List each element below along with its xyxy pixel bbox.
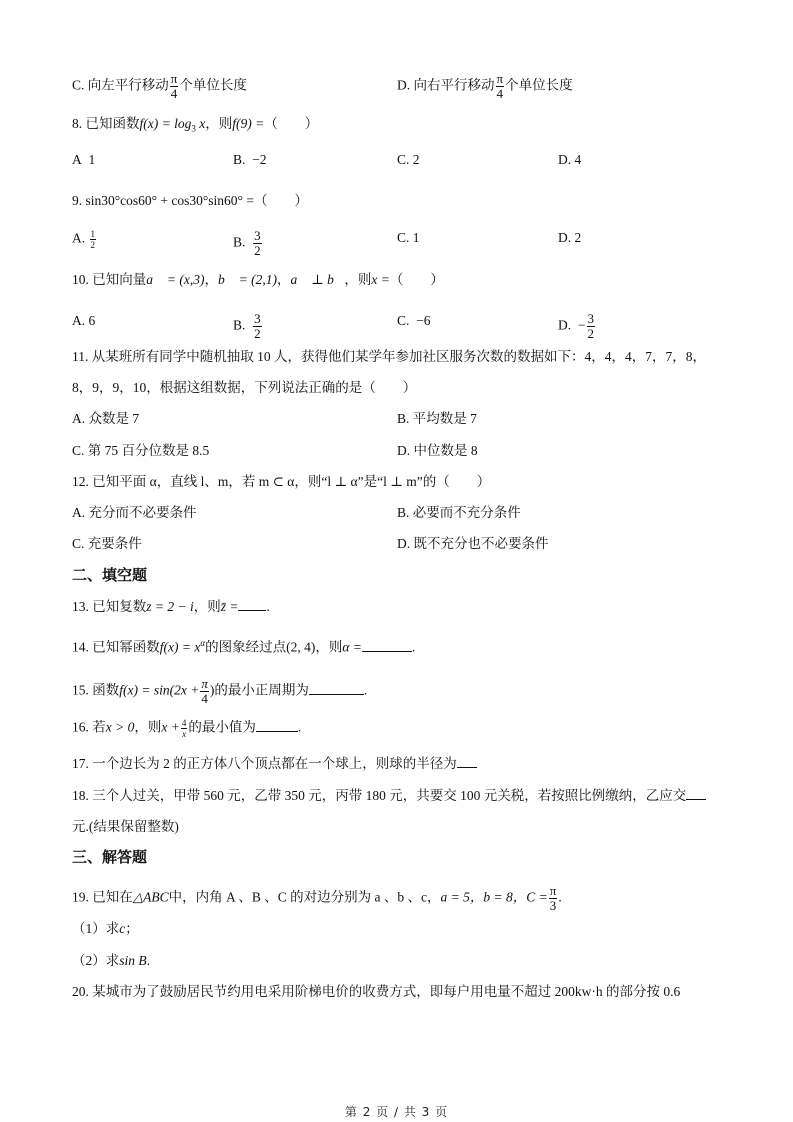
option-label: B. (233, 317, 246, 333)
page-footer: 第 2 页 / 共 3 页 (344, 1105, 449, 1119)
denominator: x (182, 729, 187, 739)
section-title-fill-in: 二、填空题 (72, 566, 148, 584)
option-value: −6 (416, 313, 431, 328)
denominator: 2 (90, 240, 95, 250)
answer-paren: （ ） (389, 272, 444, 287)
question-text: 的最小正周期为 (214, 682, 309, 698)
numerator: 4 (181, 718, 187, 728)
option-label: A (72, 152, 82, 167)
option-text: 个单位长度 (179, 77, 247, 93)
q11-option-c (72, 442, 209, 460)
numerator: 3 (254, 311, 261, 326)
question-number: 9. (72, 193, 83, 208)
option-value: 2 (574, 230, 582, 245)
option-label: C. (397, 152, 410, 167)
q10-option-b (233, 312, 263, 341)
question-number: 18. (72, 788, 89, 803)
denominator: 2 (587, 326, 594, 341)
option-text: 向左平行移动 (87, 77, 169, 93)
question-text: ，则 (205, 116, 233, 131)
question-number: 20. (72, 984, 89, 999)
option-label: D. (558, 230, 572, 245)
question-text: 中，内角 A 、B 、C 的对边分别为 a 、b 、c， (168, 889, 441, 905)
q8-option-d (558, 151, 581, 169)
q11-option-b (397, 410, 477, 428)
fraction (549, 884, 558, 913)
option-text: 充要条件 (87, 536, 142, 551)
answer-blank[interactable] (457, 755, 477, 768)
q12-option-d (397, 535, 549, 553)
option-label: C. (72, 77, 85, 93)
question-14 (72, 634, 415, 657)
option-text: 既不充分也不必要条件 (413, 536, 549, 551)
question-text: 的最小值为 (188, 719, 256, 735)
question-number: 12. (72, 474, 89, 489)
q9-option-a (72, 229, 97, 250)
denominator: 3 (549, 898, 557, 913)
question-text: ，则 (193, 599, 221, 614)
numerator: π (201, 676, 208, 691)
q7-option-c (72, 72, 247, 101)
question-number: 8. (72, 116, 83, 131)
fraction (253, 229, 262, 258)
numerator: π (170, 71, 178, 86)
fraction (170, 72, 179, 101)
question-number: 16. (72, 719, 89, 735)
question-text: 的图象经过点 (205, 639, 287, 655)
question-number: 17. (72, 756, 89, 771)
option-text: 第 75 百分位数是 8.5 (87, 443, 210, 458)
answer-blank[interactable] (256, 719, 298, 732)
option-label: A. (72, 411, 86, 426)
answer-paren: （ ） (264, 116, 319, 131)
fraction (496, 72, 505, 101)
fraction (200, 677, 209, 706)
numerator: π (549, 883, 557, 898)
question-text: ，则 (315, 639, 343, 655)
option-value: 2 (412, 152, 420, 167)
q9-option-d (558, 229, 581, 247)
option-label: C. (397, 230, 410, 245)
q9-option-b (233, 229, 263, 258)
math-expr: a⃗ = (x,3) (146, 272, 205, 287)
fraction (181, 718, 188, 739)
punct: . (411, 639, 416, 655)
q7-option-d (397, 72, 573, 101)
option-value: 1 (412, 230, 420, 245)
math-expr: △ABC (132, 889, 169, 905)
numerator: π (496, 71, 504, 86)
question-16 (72, 718, 301, 739)
question-text: 三个人过关，甲带 560 元，乙带 350 元，丙带 180 元，共要交 100 元关税，若按照比例缴纳，乙应交 (92, 788, 687, 803)
question-text: 已知幂函数 (92, 639, 160, 655)
denominator: 2 (254, 326, 261, 341)
math-expr: f(x) = log (139, 116, 192, 131)
option-text: 充分而不必要条件 (88, 505, 197, 520)
question-text: ，则 (134, 719, 162, 735)
option-label: C. (72, 443, 85, 458)
q8-option-a (72, 151, 95, 169)
q11-option-d (397, 442, 478, 460)
numerator: 1 (90, 229, 95, 239)
question-19 (72, 884, 562, 913)
question-text: 函数 (92, 682, 120, 698)
question-12 (72, 473, 490, 491)
question-text: 已知复数 (92, 599, 147, 614)
option-text: 众数是 7 (88, 411, 140, 426)
math-expr: sin30°cos60° + cos30°sin60° = (85, 193, 254, 208)
question-number: 19. (72, 889, 89, 905)
question-8 (72, 115, 318, 138)
option-sign: − (577, 317, 586, 333)
q10-option-a (72, 312, 95, 330)
math-expr: (2, 4) (286, 639, 316, 655)
math-expr: c (119, 921, 126, 936)
question-9 (72, 192, 308, 210)
option-text: 中位数是 8 (413, 443, 478, 458)
punct: . (558, 889, 562, 905)
question-10: 10. 已知向量a⃗ = (x,3)，b⃗ = (2,1)，a⃗ ⊥ b⃗，则x =（ ） (72, 272, 444, 287)
math-expr: f(x) = sin(2x + (119, 682, 200, 698)
punct: . (363, 682, 368, 698)
punct: . (146, 953, 151, 968)
part-label: （2） (72, 953, 106, 968)
question-text: 求 (105, 953, 120, 968)
question-18-line2 (72, 818, 179, 836)
question-text: 某城市为了鼓励居民节约用电采用阶梯电价的收费方式，即每户用电量不超过 200kw·h 的部分按 0.6 (92, 984, 681, 999)
q8-option-c (397, 151, 420, 169)
question-text: 若 (92, 719, 106, 735)
fraction (90, 229, 97, 250)
option-value: 1 (88, 152, 96, 167)
math-expr: ) (209, 682, 215, 698)
math-expr: x (195, 116, 206, 131)
math-expr: b⃗ = (2,1) (217, 272, 277, 287)
question-number: 10. (72, 272, 89, 287)
answer-blank[interactable] (362, 639, 412, 652)
punct: . (297, 719, 302, 735)
question-13 (72, 598, 270, 616)
option-text: 向右平行移动 (413, 77, 495, 93)
question-text: 元.(结果保留整数) (72, 819, 179, 834)
option-label: D. (397, 443, 411, 458)
question-text: 8，9，9，10，根据这组数据，下列说法正确的是（ ） (72, 380, 417, 395)
question-text: 已知平面 α，直线 l、m，若 m ⊂ α，则“l ⊥ α”是“l ⊥ m”的（ ） (92, 474, 491, 489)
denominator: 4 (496, 86, 504, 101)
denominator: 4 (170, 86, 178, 101)
math-expr: a = 5，b = 8， (440, 889, 527, 905)
q10-option-c (397, 312, 431, 330)
numerator: 3 (254, 228, 261, 243)
q19-part-2 (72, 952, 150, 970)
question-11-line2 (72, 379, 416, 397)
question-number: 15. (72, 682, 89, 698)
denominator: 2 (254, 243, 261, 258)
question-18-line1 (72, 787, 706, 805)
math-expr: z = 2 − i (146, 599, 194, 614)
fraction (587, 312, 596, 341)
q19-part-1 (72, 920, 139, 938)
option-label: B. (233, 152, 246, 167)
q12-option-a (72, 504, 197, 522)
option-text: 个单位长度 (505, 77, 573, 93)
part-label: （1） (72, 921, 106, 936)
option-text: 必要而不充分条件 (412, 505, 521, 520)
option-label: B. (397, 411, 410, 426)
question-text: 求 (105, 921, 120, 936)
answer-blank[interactable] (238, 598, 266, 611)
q8-option-b (233, 151, 267, 169)
option-label: A. (72, 313, 86, 328)
question-text: 从某班所有同学中随机抽取 10 人，获得他们某学年参加社区服务次数的数据如下：4，4，4，7，7，8， (91, 349, 706, 364)
math-expr: α = (342, 639, 362, 655)
math-expr: x > 0 (105, 719, 135, 735)
option-value: 6 (88, 313, 96, 328)
option-label: D. (558, 317, 572, 333)
math-expr: x = (371, 272, 390, 287)
answer-blank[interactable] (309, 682, 364, 695)
fraction (253, 312, 262, 341)
q12-option-c (72, 535, 142, 553)
option-label: D. (397, 77, 411, 93)
math-expr: f(x) = x (159, 639, 201, 655)
punct: . (266, 599, 270, 614)
math-expr: a⃗ ⊥ b⃗ (290, 272, 345, 287)
superscript: α (200, 638, 206, 648)
denominator: 4 (201, 691, 208, 706)
question-20 (72, 983, 680, 1001)
option-label: A. (72, 505, 86, 520)
q12-option-b (397, 504, 521, 522)
question-text: 已知在 (92, 889, 133, 905)
option-label: B. (397, 505, 410, 520)
math-expr: f(9) = (232, 116, 265, 131)
option-label: C. (72, 536, 85, 551)
question-text: 已知向量 (92, 272, 147, 287)
question-number: 11. (72, 349, 89, 364)
question-number: 14. (72, 639, 89, 655)
question-text: 一个边长为 2 的正方体八个顶点都在一个球上，则球的半径为 (92, 756, 457, 771)
option-label: D. (558, 152, 572, 167)
answer-paren: （ ） (253, 193, 308, 208)
question-17 (72, 755, 477, 773)
option-label: D. (397, 536, 411, 551)
question-11-line1 (72, 348, 706, 366)
option-label: C. (397, 313, 410, 328)
punct: ； (125, 921, 139, 936)
math-expr: C = (526, 889, 548, 905)
option-value: −2 (252, 152, 267, 167)
math-expr: z̄ = (220, 599, 239, 614)
answer-blank[interactable] (686, 787, 706, 800)
q11-option-a (72, 410, 139, 428)
option-label: A. (72, 230, 86, 246)
question-text: 已知函数 (85, 116, 140, 131)
subscript: 3 (191, 123, 196, 134)
q9-option-c (397, 229, 420, 247)
option-value: 4 (574, 152, 582, 167)
q10-option-d (558, 312, 596, 341)
section-title-solutions: 三、解答题 (72, 848, 148, 866)
numerator: 3 (587, 311, 594, 326)
math-expr: x + (161, 719, 180, 735)
question-15 (72, 677, 367, 706)
question-text: ，则 (344, 272, 372, 287)
option-text: 平均数是 7 (412, 411, 477, 426)
math-expr: sin B (119, 953, 147, 968)
question-number: 13. (72, 599, 89, 614)
option-label: B. (233, 234, 246, 250)
